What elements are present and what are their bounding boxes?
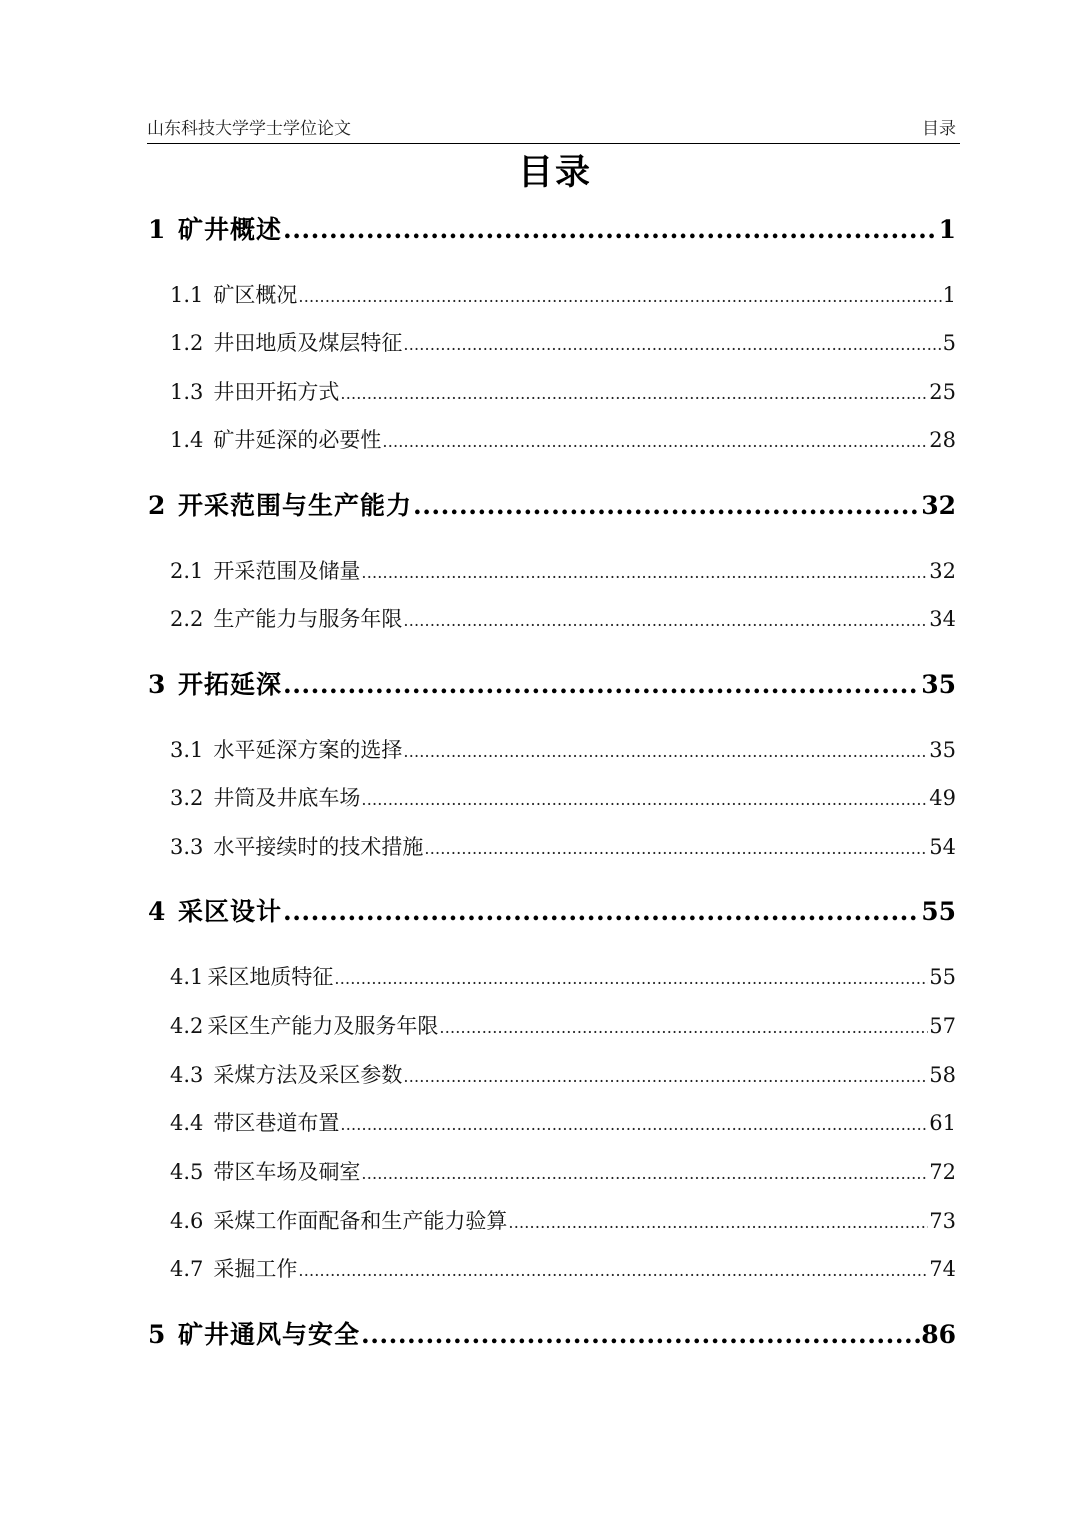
- toc-number: 1.2: [170, 331, 204, 355]
- toc-label: 采掘工作: [213, 1257, 298, 1281]
- toc-leader-dots: [340, 1108, 928, 1140]
- toc-label: 矿井通风与安全: [178, 1320, 361, 1349]
- toc-section-1-2[interactable]: [170, 326, 956, 360]
- toc-leader-dots: [403, 735, 928, 767]
- toc-section-1-3[interactable]: [170, 375, 956, 409]
- toc-number: 2: [148, 491, 166, 520]
- toc-section-2-2[interactable]: [170, 602, 956, 636]
- toc-number: 4.1: [170, 965, 204, 989]
- toc-number: 4.7: [170, 1257, 204, 1281]
- toc-section-4-3[interactable]: [170, 1058, 956, 1092]
- toc-page-number: 32: [921, 491, 956, 520]
- toc-leader-dots: [283, 210, 938, 250]
- toc-section-3-3[interactable]: [170, 830, 956, 864]
- toc-label: 开采范围与生产能力: [178, 491, 413, 520]
- toc-page-number: 86: [921, 1320, 956, 1349]
- toc-page-number: 74: [929, 1257, 956, 1281]
- toc-page-number: 55: [921, 897, 956, 926]
- toc-page-number: 32: [929, 559, 956, 583]
- toc-page-number: 61: [929, 1111, 956, 1135]
- toc-leader-dots: [403, 328, 941, 360]
- toc-label: 水平延深方案的选择: [213, 738, 403, 762]
- toc-number: 4: [148, 897, 166, 926]
- toc-section-3-2[interactable]: [170, 781, 956, 815]
- toc-label: 生产能力与服务年限: [213, 607, 403, 631]
- toc-page-number: 28: [929, 428, 956, 452]
- toc-number: 4.4: [170, 1111, 204, 1135]
- toc-section-4-1[interactable]: [170, 960, 956, 994]
- header-thesis-name: 山东科技大学学士学位论文: [147, 119, 351, 139]
- toc-leader-dots: [413, 486, 920, 526]
- toc-label: 采区地质特征: [207, 965, 334, 989]
- toc-label: 井筒及井底车场: [213, 786, 361, 810]
- toc-number: 3.1: [170, 738, 204, 762]
- toc-page-number: 25: [929, 380, 956, 404]
- toc-chapter-2[interactable]: [148, 486, 956, 526]
- toc-leader-dots: [508, 1206, 928, 1238]
- toc-page-number: 54: [929, 835, 956, 859]
- toc-number: 2.2: [170, 607, 204, 631]
- toc-label: 矿井延深的必要性: [213, 428, 382, 452]
- toc-number: 1.1: [170, 283, 204, 307]
- toc-number: 4.5: [170, 1160, 204, 1184]
- page-header: [147, 119, 960, 144]
- toc-label: 采区设计: [178, 897, 283, 926]
- toc-label: 井田开拓方式: [213, 380, 340, 404]
- toc-leader-dots: [334, 962, 928, 994]
- toc-leader-dots: [283, 892, 920, 932]
- toc-section-4-2[interactable]: [170, 1009, 956, 1043]
- toc-number: 3.2: [170, 786, 204, 810]
- toc-number: 1.3: [170, 380, 204, 404]
- toc-section-4-6[interactable]: [170, 1204, 956, 1238]
- toc-label: 矿井概述: [178, 215, 283, 244]
- toc-number: 3.3: [170, 835, 204, 859]
- toc-number: 3: [148, 670, 166, 699]
- toc-section-2-1[interactable]: [170, 554, 956, 588]
- toc-page-number: 73: [929, 1209, 956, 1233]
- toc-chapter-1[interactable]: [148, 210, 956, 250]
- toc-chapter-5[interactable]: [148, 1315, 956, 1355]
- toc-page-number: 72: [929, 1160, 956, 1184]
- toc-leader-dots: [340, 377, 928, 409]
- toc-leader-dots: [298, 1254, 928, 1286]
- toc-section-4-4[interactable]: [170, 1106, 956, 1140]
- toc-section-3-1[interactable]: [170, 733, 956, 767]
- toc-page-number: 35: [921, 670, 956, 699]
- toc-page-number: 49: [929, 786, 956, 810]
- toc-leader-dots: [403, 604, 928, 636]
- toc-chapter-4[interactable]: [148, 892, 956, 932]
- toc-page-number: 34: [929, 607, 956, 631]
- toc-section-4-5[interactable]: [170, 1155, 956, 1189]
- toc-leader-dots: [361, 556, 928, 588]
- toc-page-number: 1: [938, 215, 956, 244]
- toc-label: 采区生产能力及服务年限: [207, 1014, 439, 1038]
- toc-leader-dots: [283, 665, 920, 705]
- toc-leader-dots: [403, 1060, 928, 1092]
- toc-leader-dots: [424, 832, 928, 864]
- toc-page-number: 58: [929, 1063, 956, 1087]
- toc-page-number: 57: [929, 1014, 956, 1038]
- toc-page-number: 55: [929, 965, 956, 989]
- toc-section-1-4[interactable]: [170, 423, 956, 457]
- toc-section-1-1[interactable]: [170, 278, 956, 312]
- toc-leader-dots: [439, 1011, 928, 1043]
- toc-page-number: 1: [942, 283, 956, 307]
- toc-leader-dots: [298, 280, 941, 312]
- toc-label: 矿区概况: [213, 283, 298, 307]
- toc-leader-dots: [361, 1315, 920, 1355]
- header-section-name: 目录: [922, 119, 956, 139]
- toc-title: 目录: [517, 153, 592, 193]
- toc-number: 1.4: [170, 428, 204, 452]
- toc-section-4-7[interactable]: [170, 1252, 956, 1286]
- toc-label: 采煤方法及采区参数: [213, 1063, 403, 1087]
- toc-number: 4.2: [170, 1014, 204, 1038]
- toc-chapter-3[interactable]: [148, 665, 956, 705]
- toc-page-number: 5: [942, 331, 956, 355]
- toc-number: 1: [148, 215, 166, 244]
- toc-label: 井田地质及煤层特征: [213, 331, 403, 355]
- toc-label: 开采范围及储量: [213, 559, 361, 583]
- toc-number: 5: [148, 1320, 166, 1349]
- toc-number: 2.1: [170, 559, 204, 583]
- toc-number: 4.6: [170, 1209, 204, 1233]
- toc-leader-dots: [361, 783, 928, 815]
- toc-label: 带区车场及硐室: [213, 1160, 361, 1184]
- toc-label: 带区巷道布置: [213, 1111, 340, 1135]
- toc-number: 4.3: [170, 1063, 204, 1087]
- toc-label: 开拓延深: [178, 670, 283, 699]
- toc-label: 采煤工作面配备和生产能力验算: [213, 1209, 508, 1233]
- toc-page-number: 35: [929, 738, 956, 762]
- toc-label: 水平接续时的技术措施: [213, 835, 424, 859]
- toc-leader-dots: [382, 425, 928, 457]
- toc-leader-dots: [361, 1157, 928, 1189]
